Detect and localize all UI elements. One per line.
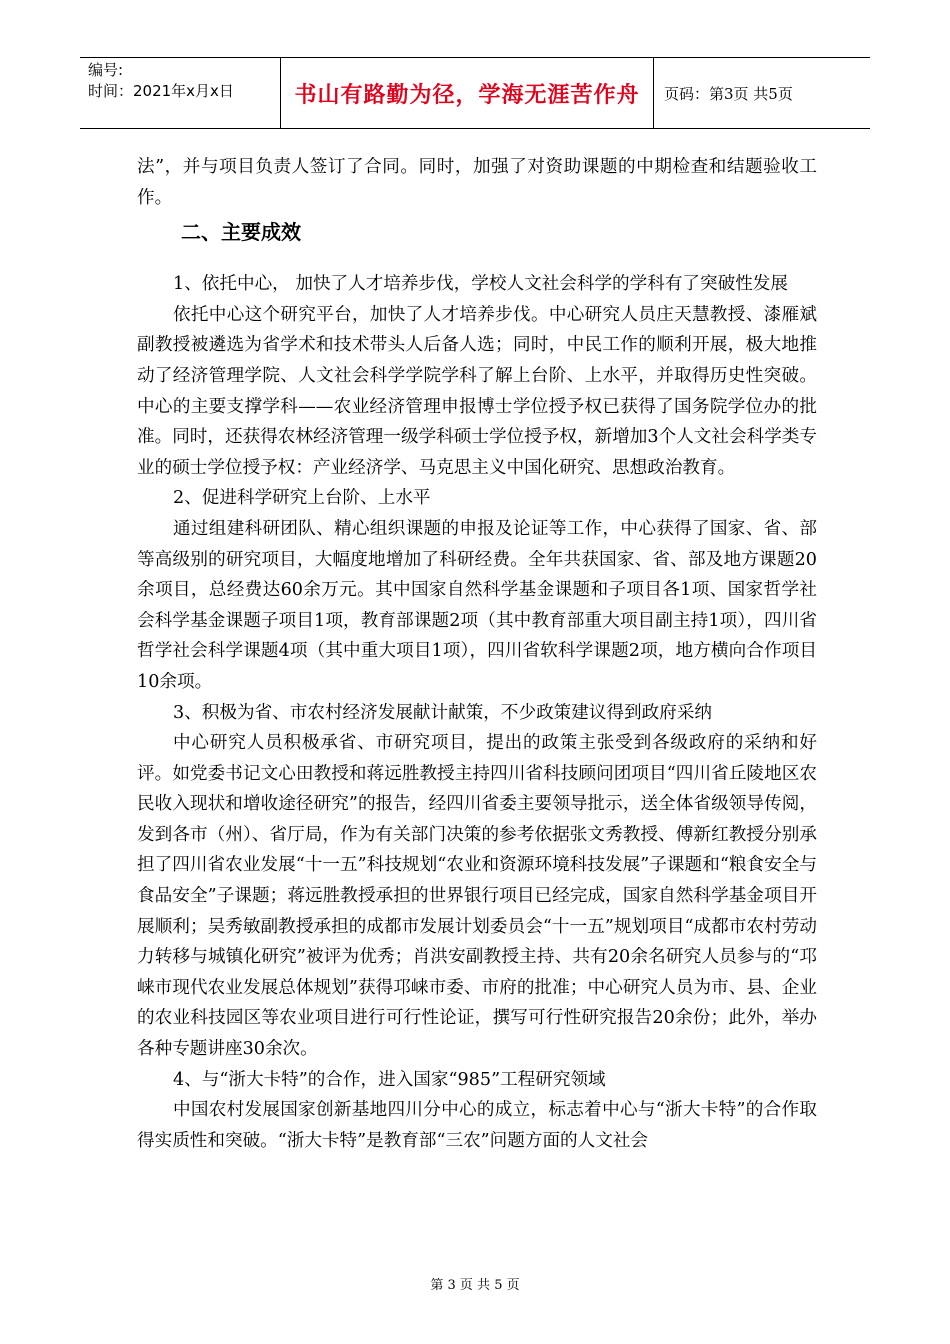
paragraph-4: 中国农村发展国家创新基地四川分中心的成立，标志着中心与“浙大卡特”的合作取得实质性和突破。“浙大卡特”是教育部“三农”问题方面的人文社会 [137,1100,817,1151]
page-header [80,57,870,129]
subsection-title-2: 2、促进科学研究上台阶、上水平 [173,488,431,509]
paragraph-3: 中心研究人员积极承省、市研究项目，提出的政策主张受到各级政府的采纳和好评。如党委书记文心田教授和蒋远胜教授主持四川省科技顾问团项目“四川省丘陵地区农民收入现状和增收途径研究”的报告，经四川省委主要领导批示，送全体省级领导传阅，发到各市（州）、省厅局，作为有关部门决策的参考依据张文秀教授、傅新红教授分别承担了四川省农业发展“十一五”科技规划“农业和资源环境科技发展”子课题和“粮食安全与食品安全”子课题；蒋远胜教授承担的世界银行项目已经完成，国家自然科学基金项目开展顺利；吴秀敏副教授承担的成都市发展计划委员会“十一五”规划项目“成都市农村劳动力转移与城镇化研究”被评为优秀；肖洪安副教授主持、共有20余名研究人员参与的“邛崃市现代农业发展总体规划”获得邛崃市委、市府的批准；中心研究人员为市、县、企业的农业科技园区等农业项目进行可行性论证，撰写可行性研究报告20余份；此外，举办各种专题讲座30余次。 [137,733,817,1060]
document-number-label: 编号: [88,61,124,79]
header-motto: 书山有路勤为径，学海无涯苦作舟 [281,58,654,128]
paragraph-1: 依托中心这个研究平台，加快了人才培养步伐。中心研究人员庄天慧教授、漆雁斌副教授被遴选为省学术和技术带头人后备人选；同时，中民工作的顺利开展，极大地推动了经济管理学院、人文社会科学学院学科了解上台阶、上水平，并取得历史性突破。中心的主要支撑学科——农业经济管理申报博士学位授予权已获得了国务院学位办的批准。同时，还获得农林经济管理一级学科硕士学位授予权，新增加3个人文社会科学类专业的硕士学位授予权：产业经济学、马克思主义中国化研究、思想政治教育。 [137,304,817,478]
subsection-title-3: 3、积极为省、市农村经济发展献计献策，不少政策建议得到政府采纳 [173,702,713,723]
header-meta [80,58,281,128]
continued-paragraph: 法”，并与项目负责人签订了合同。同时，加强了对资助课题的中期检查和结题验收工作。 [137,157,817,208]
subsection-title-4: 4、与“浙大卡特”的合作，进入国家“985”工程研究领域 [173,1069,606,1090]
document-body [137,152,817,1156]
subsection-title-1: 1、依托中心， 加快了人才培养步伐，学校人文社会科学的学科有了突破性发展 [173,274,788,295]
document-time-label: 时间：2021年x月x日 [88,82,234,100]
paragraph-2: 通过组建科研团队、精心组织课题的申报及论证等工作，中心获得了国家、省、部等高级别的研究项目，大幅度地增加了科研经费。全年共获国家、省、部及地方课题20余项目，总经费达60余万元。其中国家自然科学基金课题和子项目各1项、国家哲学社会科学基金课题子项目1项，教育部课题2项（其中教育部重大项目副主持1项），四川省哲学社会科学课题4项（其中重大项目1项），四川省软科学课题2项，地方横向合作项目10余项。 [137,518,817,692]
section-heading: 二、主要成效 [181,220,301,245]
page-footer: 第 3 页 共 5 页 [430,1278,520,1293]
header-page-info: 页码：第3页 共5页 [664,84,793,103]
